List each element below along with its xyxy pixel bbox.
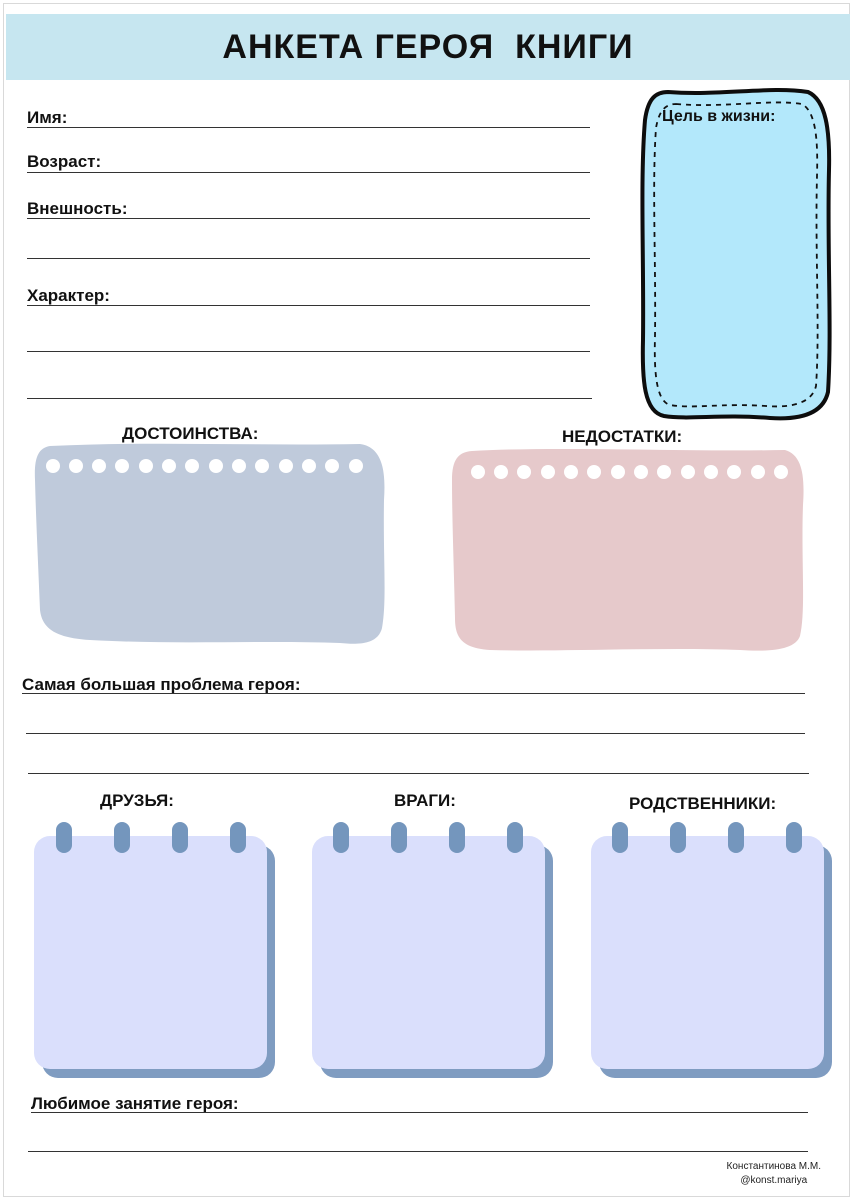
enemies-notepad-page <box>312 836 545 1069</box>
favorite-activity-line-1[interactable] <box>31 1112 808 1113</box>
character-label: Характер: <box>27 286 110 305</box>
flaws-card-fill <box>452 449 804 651</box>
life-goal-fill <box>642 90 829 418</box>
relatives-title: РОДСТВЕННИКИ: <box>629 794 777 813</box>
biggest-problem-line-3[interactable] <box>28 773 809 774</box>
life-goal-box[interactable] <box>642 90 829 418</box>
favorite-activity-line-2[interactable] <box>28 1151 808 1152</box>
life-goal-label: Цель в жизни: <box>662 108 776 125</box>
author-credit <box>727 1160 821 1188</box>
name-label: Имя: <box>27 108 68 127</box>
biggest-problem-line-2[interactable] <box>26 733 805 734</box>
author-handle: @konst.mariya <box>740 1175 808 1186</box>
favorite-activity-label: Любимое занятие героя: <box>31 1094 239 1113</box>
friends-notepad[interactable] <box>34 822 275 1078</box>
author-name: Константинова М.М. <box>726 1161 821 1172</box>
virtues-title: ДОСТОИНСТВА: <box>122 424 259 443</box>
relatives-notepad-page <box>591 836 824 1069</box>
page-title: АНКЕТА ГЕРОЯ КНИГИ <box>222 27 634 66</box>
friends-notepad-page <box>34 836 267 1069</box>
enemies-title: ВРАГИ: <box>394 791 456 810</box>
flaws-title: НЕДОСТАТКИ: <box>562 427 683 446</box>
biggest-problem-label: Самая большая проблема героя: <box>22 675 301 694</box>
flaws-card[interactable] <box>452 449 804 651</box>
enemies-notepad[interactable] <box>312 822 553 1078</box>
relatives-notepad[interactable] <box>591 822 832 1078</box>
appearance-label: Внешность: <box>27 199 128 218</box>
biggest-problem-line-1[interactable] <box>22 693 805 694</box>
virtues-card[interactable] <box>35 444 385 644</box>
friends-title: ДРУЗЬЯ: <box>100 791 174 810</box>
age-label: Возраст: <box>27 152 102 171</box>
virtues-card-fill <box>35 444 385 644</box>
